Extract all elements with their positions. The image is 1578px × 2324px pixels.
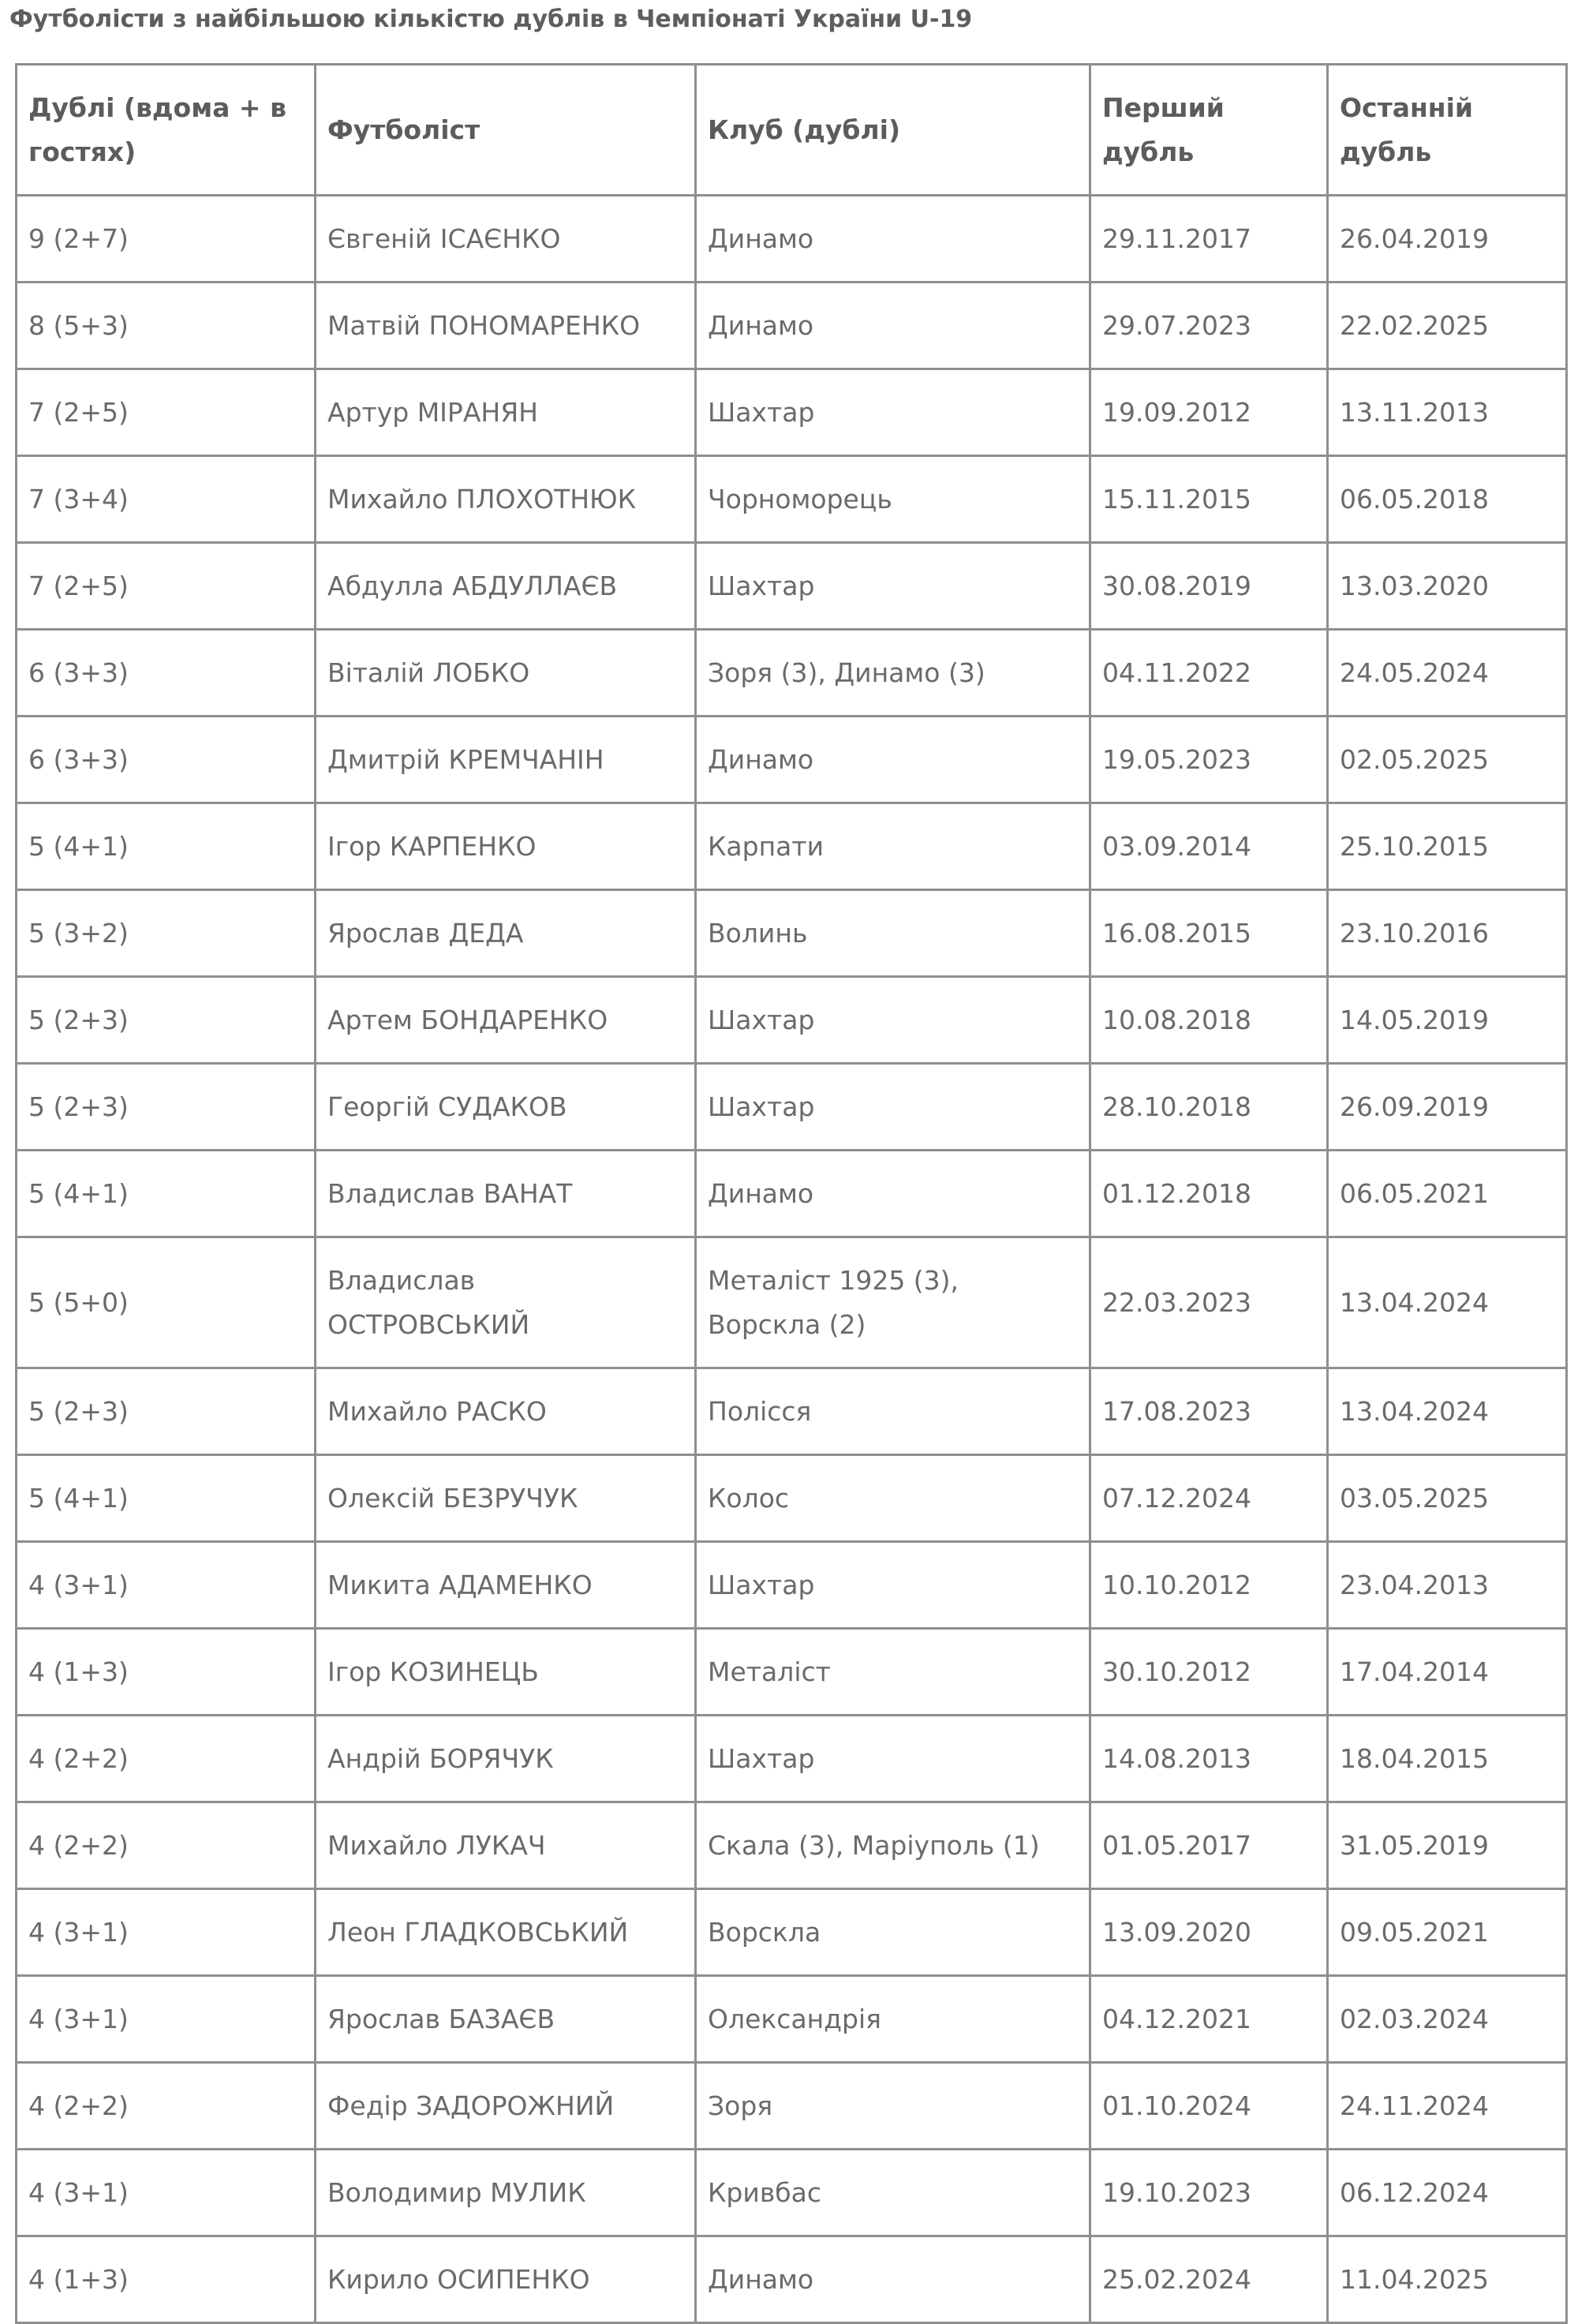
club-cell: Шахтар (696, 1716, 1090, 1802)
doubles-cell: 4 (1+3) (17, 2236, 316, 2323)
table-row (17, 1064, 1567, 1151)
doubles-cell: 4 (3+1) (17, 1889, 316, 1976)
club-cell: Зоря (3), Динамо (3) (696, 630, 1090, 717)
first-double-cell: 14.08.2013 (1090, 1716, 1328, 1802)
last-double-cell: 13.04.2024 (1328, 1237, 1567, 1368)
first-double-cell: 01.12.2018 (1090, 1151, 1328, 1237)
player-cell: Абдулла АБДУЛЛАЄВ (316, 543, 696, 630)
table-row (17, 1716, 1567, 1802)
doubles-cell: 6 (3+3) (17, 717, 316, 803)
first-double-cell: 10.10.2012 (1090, 1542, 1328, 1629)
last-double-cell: 14.05.2019 (1328, 977, 1567, 1064)
club-cell: Волинь (696, 890, 1090, 977)
player-cell: Віталій ЛОБКО (316, 630, 696, 717)
last-double-cell: 06.05.2018 (1328, 456, 1567, 543)
table-row (17, 630, 1567, 717)
doubles-cell: 5 (2+3) (17, 977, 316, 1064)
doubles-cell: 7 (2+5) (17, 543, 316, 630)
table-row (17, 283, 1567, 369)
last-double-cell: 26.04.2019 (1328, 196, 1567, 283)
table-row (17, 1368, 1567, 1455)
first-double-cell: 13.09.2020 (1090, 1889, 1328, 1976)
club-cell: Металіст (696, 1629, 1090, 1716)
doubles-cell: 5 (4+1) (17, 1151, 316, 1237)
first-double-cell: 29.11.2017 (1090, 196, 1328, 283)
doubles-cell: 4 (3+1) (17, 1976, 316, 2063)
last-double-cell: 11.04.2025 (1328, 2236, 1567, 2323)
table-row (17, 1802, 1567, 1889)
player-cell: Владислав ОСТРОВСЬКИЙ (316, 1237, 696, 1368)
table-row (17, 803, 1567, 890)
club-cell: Карпати (696, 803, 1090, 890)
last-double-cell: 13.04.2024 (1328, 1368, 1567, 1455)
player-cell: Євгеній ІСАЄНКО (316, 196, 696, 283)
doubles-cell: 4 (3+1) (17, 1542, 316, 1629)
player-cell: Михайло ЛУКАЧ (316, 1802, 696, 1889)
player-cell: Артем БОНДАРЕНКО (316, 977, 696, 1064)
first-double-cell: 17.08.2023 (1090, 1368, 1328, 1455)
first-double-cell: 25.02.2024 (1090, 2236, 1328, 2323)
club-cell: Динамо (696, 2236, 1090, 2323)
table-row (17, 196, 1567, 283)
player-cell: Леон ГЛАДКОВСЬКИЙ (316, 1889, 696, 1976)
first-double-cell: 30.10.2012 (1090, 1629, 1328, 1716)
first-double-cell: 28.10.2018 (1090, 1064, 1328, 1151)
doubles-cell: 8 (5+3) (17, 283, 316, 369)
club-cell: Динамо (696, 1151, 1090, 1237)
table-row (17, 977, 1567, 1064)
doubles-cell: 5 (4+1) (17, 1455, 316, 1542)
player-cell: Володимир МУЛИК (316, 2150, 696, 2236)
header-last-double: Останній дубль (1328, 65, 1567, 196)
doubles-cell: 5 (3+2) (17, 890, 316, 977)
player-cell: Михайло ПЛОХОТНЮК (316, 456, 696, 543)
first-double-cell: 04.12.2021 (1090, 1976, 1328, 2063)
first-double-cell: 07.12.2024 (1090, 1455, 1328, 1542)
last-double-cell: 02.03.2024 (1328, 1976, 1567, 2063)
table-row (17, 1629, 1567, 1716)
player-cell: Ігор КОЗИНЕЦЬ (316, 1629, 696, 1716)
first-double-cell: 03.09.2014 (1090, 803, 1328, 890)
first-double-cell: 19.10.2023 (1090, 2150, 1328, 2236)
last-double-cell: 06.12.2024 (1328, 2150, 1567, 2236)
page-title: Футболісти з найбільшою кількістю дублів в Чемпіонаті України U-19 (9, 6, 973, 33)
club-cell: Металіст 1925 (3), Ворскла (2) (696, 1237, 1090, 1368)
last-double-cell: 26.09.2019 (1328, 1064, 1567, 1151)
club-cell: Зоря (696, 2063, 1090, 2150)
club-cell: Динамо (696, 717, 1090, 803)
doubles-cell: 9 (2+7) (17, 196, 316, 283)
club-cell: Динамо (696, 283, 1090, 369)
doubles-cell: 4 (2+2) (17, 1716, 316, 1802)
table-row (17, 1237, 1567, 1368)
player-cell: Кирило ОСИПЕНКО (316, 2236, 696, 2323)
table-row (17, 2063, 1567, 2150)
table-header-row (17, 65, 1567, 196)
doubles-table (15, 63, 1568, 2324)
doubles-cell: 7 (2+5) (17, 369, 316, 456)
last-double-cell: 22.02.2025 (1328, 283, 1567, 369)
doubles-cell: 5 (2+3) (17, 1064, 316, 1151)
table-row (17, 1455, 1567, 1542)
table-row (17, 1542, 1567, 1629)
table-body (17, 196, 1567, 2323)
table-row (17, 2150, 1567, 2236)
player-cell: Федір ЗАДОРОЖНИЙ (316, 2063, 696, 2150)
club-cell: Динамо (696, 196, 1090, 283)
last-double-cell: 13.11.2013 (1328, 369, 1567, 456)
player-cell: Артур МІРАНЯН (316, 369, 696, 456)
header-doubles: Дублі (вдома + в гостях) (17, 65, 316, 196)
doubles-cell: 5 (4+1) (17, 803, 316, 890)
last-double-cell: 24.11.2024 (1328, 2063, 1567, 2150)
last-double-cell: 31.05.2019 (1328, 1802, 1567, 1889)
last-double-cell: 03.05.2025 (1328, 1455, 1567, 1542)
first-double-cell: 01.05.2017 (1090, 1802, 1328, 1889)
doubles-cell: 6 (3+3) (17, 630, 316, 717)
last-double-cell: 02.05.2025 (1328, 717, 1567, 803)
club-cell: Скала (3), Маріуполь (1) (696, 1802, 1090, 1889)
player-cell: Георгій СУДАКОВ (316, 1064, 696, 1151)
first-double-cell: 15.11.2015 (1090, 456, 1328, 543)
player-cell: Микита АДАМЕНКО (316, 1542, 696, 1629)
last-double-cell: 13.03.2020 (1328, 543, 1567, 630)
last-double-cell: 17.04.2014 (1328, 1629, 1567, 1716)
header-club: Клуб (дублі) (696, 65, 1090, 196)
table-row (17, 1976, 1567, 2063)
table-row (17, 543, 1567, 630)
first-double-cell: 29.07.2023 (1090, 283, 1328, 369)
table-row (17, 456, 1567, 543)
player-cell: Ярослав БАЗАЄВ (316, 1976, 696, 2063)
first-double-cell: 16.08.2015 (1090, 890, 1328, 977)
table-row (17, 1151, 1567, 1237)
doubles-cell: 7 (3+4) (17, 456, 316, 543)
first-double-cell: 30.08.2019 (1090, 543, 1328, 630)
doubles-cell: 4 (1+3) (17, 1629, 316, 1716)
player-cell: Андрій БОРЯЧУК (316, 1716, 696, 1802)
last-double-cell: 25.10.2015 (1328, 803, 1567, 890)
first-double-cell: 10.08.2018 (1090, 977, 1328, 1064)
club-cell: Шахтар (696, 1064, 1090, 1151)
first-double-cell: 01.10.2024 (1090, 2063, 1328, 2150)
last-double-cell: 06.05.2021 (1328, 1151, 1567, 1237)
first-double-cell: 04.11.2022 (1090, 630, 1328, 717)
header-player: Футболіст (316, 65, 696, 196)
last-double-cell: 09.05.2021 (1328, 1889, 1567, 1976)
player-cell: Матвій ПОНОМАРЕНКО (316, 283, 696, 369)
club-cell: Шахтар (696, 543, 1090, 630)
first-double-cell: 19.09.2012 (1090, 369, 1328, 456)
first-double-cell: 22.03.2023 (1090, 1237, 1328, 1368)
doubles-cell: 5 (2+3) (17, 1368, 316, 1455)
table-row (17, 717, 1567, 803)
table-row (17, 890, 1567, 977)
table-row (17, 2236, 1567, 2323)
club-cell: Кривбас (696, 2150, 1090, 2236)
last-double-cell: 18.04.2015 (1328, 1716, 1567, 1802)
player-cell: Ярослав ДЕДА (316, 890, 696, 977)
club-cell: Шахтар (696, 977, 1090, 1064)
club-cell: Олександрія (696, 1976, 1090, 2063)
player-cell: Дмитрій КРЕМЧАНІН (316, 717, 696, 803)
club-cell: Шахтар (696, 1542, 1090, 1629)
last-double-cell: 23.10.2016 (1328, 890, 1567, 977)
table-row (17, 1889, 1567, 1976)
player-cell: Михайло РАСКО (316, 1368, 696, 1455)
club-cell: Ворскла (696, 1889, 1090, 1976)
doubles-cell: 5 (5+0) (17, 1237, 316, 1368)
player-cell: Олексій БЕЗРУЧУК (316, 1455, 696, 1542)
last-double-cell: 24.05.2024 (1328, 630, 1567, 717)
table-row (17, 369, 1567, 456)
doubles-cell: 4 (3+1) (17, 2150, 316, 2236)
player-cell: Ігор КАРПЕНКО (316, 803, 696, 890)
club-cell: Чорноморець (696, 456, 1090, 543)
club-cell: Шахтар (696, 369, 1090, 456)
player-cell: Владислав ВАНАТ (316, 1151, 696, 1237)
doubles-cell: 4 (2+2) (17, 1802, 316, 1889)
club-cell: Колос (696, 1455, 1090, 1542)
club-cell: Полісся (696, 1368, 1090, 1455)
doubles-cell: 4 (2+2) (17, 2063, 316, 2150)
first-double-cell: 19.05.2023 (1090, 717, 1328, 803)
header-first-double: Перший дубль (1090, 65, 1328, 196)
last-double-cell: 23.04.2013 (1328, 1542, 1567, 1629)
